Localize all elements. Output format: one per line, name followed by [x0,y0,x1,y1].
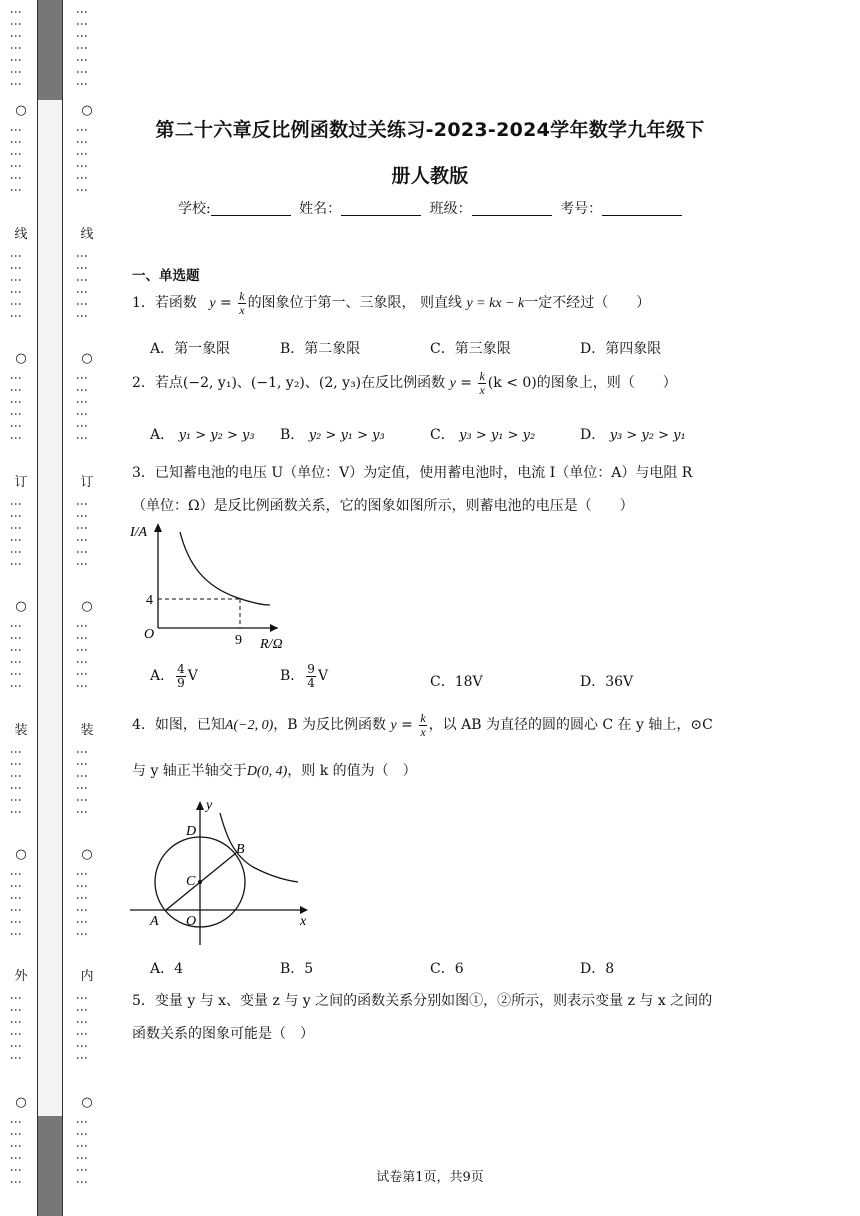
q3-y-tick: 4 [146,593,153,608]
q2-condition: (k < 0) [487,375,537,392]
circle-mark: ○ [15,847,27,862]
binding-label-zhuang: 装 [14,723,28,738]
q1-prefix: 1．若函数 [132,295,197,312]
q4-label-c: C [186,874,196,889]
binding-margin-inner [76,0,98,1216]
binding-label-nei: 内 [80,969,94,984]
dotted-line: ⋮ ⋮ ⋮ ⋮ ⋮ ⋮ [9,250,23,322]
q1-option-a[interactable]: A．第一象限 [150,341,231,357]
dotted-line: ⋮ ⋮ ⋮ ⋮ ⋮ ⋮ [75,992,89,1064]
class-field[interactable] [472,201,552,216]
q2-option-c[interactable]: C． y₃ > y₁ > y₂ [430,427,536,443]
dotted-line: ⋮ ⋮ ⋮ ⋮ ⋮ ⋮ [9,498,23,570]
question-1: 1．若函数 y = $\frac{k}{x}$ 的图象位于第一、三象限， 则直线 y = kx − k一定不经过（ ） [132,289,651,317]
page-footer: 试卷第1页，共9页 [376,1170,484,1185]
q2-option-d[interactable]: D． y₃ > y₂ > y₁ [580,427,686,443]
dotted-line: ⋮ ⋮ ⋮ ⋮ ⋮ ⋮ [9,372,23,444]
q1-fraction: $\frac{k}{x}$ [239,289,245,317]
circle-mark: ○ [81,351,93,366]
q4-option-c[interactable]: C．6 [430,961,464,977]
class-label: 班级： [429,201,472,217]
q2-mid: 在反比例函数 [361,375,446,392]
q4-label-d: D [186,824,197,839]
q4-label-x: x [300,914,307,929]
dotted-line: ⋮ ⋮ ⋮ ⋮ ⋮ ⋮ [9,746,23,818]
dotted-line: ⋮ ⋮ ⋮ ⋮ ⋮ ⋮ ⋮ [9,6,23,90]
student-info-row [178,198,686,218]
q4-label-b: B [236,842,245,857]
question-4-line1: 4．如图，已知A(−2, 0)，B 为反比例函数 y = $\frac{k}{x}$ ，以 AB 为直径的圆的圆心 C 在 y 轴上，⊙C [132,711,713,739]
q3-origin: O [144,627,155,642]
binding-margin-outer [10,0,32,1216]
section-heading: 一、单选题 [132,268,200,284]
q4-option-a[interactable]: A．4 [150,961,184,977]
binding-label-xian: 线 [14,227,28,242]
q3-option-b[interactable]: B． $\frac{9}{4}$ V [280,662,329,690]
q4-center-dot [198,880,202,884]
circle-mark: ○ [81,599,93,614]
q3-option-d[interactable]: D．36V [580,674,634,690]
circle-mark: ○ [15,1095,27,1110]
dotted-line: ⋮ ⋮ ⋮ ⋮ ⋮ ⋮ [75,498,89,570]
q1-option-d[interactable]: D．第四象限 [580,341,662,357]
q3-y-arrow-icon [154,523,162,532]
dotted-line: ⋮ ⋮ ⋮ ⋮ ⋮ ⋮ [75,124,89,196]
circle-mark: ○ [15,351,27,366]
circle-mark: ○ [81,847,93,862]
q2-prefix: 2．若点 [132,375,183,392]
dotted-line: ⋮ ⋮ ⋮ ⋮ ⋮ ⋮ [75,746,89,818]
school-field[interactable] [211,201,291,216]
q3-option-c[interactable]: C．18V [430,674,483,690]
q3-xlabel: R/Ω [260,637,283,652]
q4-fraction: $\frac{k}{x}$ [420,711,426,739]
q4-point-d: D(0, 4) [246,764,288,779]
circle-mark: ○ [15,103,27,118]
name-field[interactable] [341,201,421,216]
strip-dark-top [38,0,62,100]
circle-mark: ○ [81,103,93,118]
dotted-line: ⋮ ⋮ ⋮ ⋮ ⋮ ⋮ ⋮ [75,6,89,90]
q2-points: (−2, y₁)、(−1, y₂)、(2, y₃) [182,375,362,392]
binding-label-ding: 订 [14,475,28,490]
binding-label-wai: 外 [14,969,28,984]
dotted-line: ⋮ ⋮ ⋮ ⋮ ⋮ ⋮ [75,250,89,322]
q4-point-a: A(−2, 0) [224,718,274,734]
page-title-line2: 册人教版 [391,165,469,187]
q4-x-arrow-icon [300,906,308,914]
dotted-line: ⋮ ⋮ ⋮ ⋮ ⋮ ⋮ [75,620,89,692]
q4-option-d[interactable]: D．8 [580,961,615,977]
q3-x-tick: 9 [235,633,242,648]
exam-number-label: 考号： [560,201,603,217]
dotted-line: ⋮ ⋮ ⋮ ⋮ ⋮ ⋮ [75,868,89,940]
circle-mark: ○ [81,1095,93,1110]
binding-label-xian-inner: 线 [80,227,94,242]
q1-suffix: 一定不经过（ ） [524,295,651,312]
dotted-line: ⋮ ⋮ ⋮ ⋮ ⋮ ⋮ [9,620,23,692]
dotted-line: ⋮ ⋮ ⋮ ⋮ ⋮ ⋮ [75,372,89,444]
q3-curve [180,532,270,605]
q4-y-arrow-icon [196,801,204,810]
q2-suffix: 的图象上，则（ ） [536,375,677,392]
q2-option-b[interactable]: B． y₂ > y₁ > y₃ [280,427,385,443]
question-3-line2: （单位：Ω）是反比例函数关系，它的图象如图所示，则蓄电池的电压是（ ） [132,498,634,514]
q4-label-o: O [186,914,197,929]
binding-strip [37,0,63,1216]
q1-text: 的图象位于第一、三象限， 则直线 [247,295,463,312]
q4-option-b[interactable]: B．5 [280,961,314,977]
question-4-line2: 与 y 轴正半轴交于D(0, 4)，则 k 的值为（ ） [132,763,417,779]
q1-line-expression: y = kx − k [466,296,525,312]
q4-label-a: A [150,914,159,929]
q1-option-c[interactable]: C．第三象限 [430,341,511,357]
dotted-line: ⋮ ⋮ ⋮ ⋮ ⋮ ⋮ [9,992,23,1064]
name-label: 姓名： [299,201,342,217]
q3-graph [128,518,298,658]
school-label: 学校: [178,201,211,217]
q3-option-a[interactable]: A． $\frac{4}{9}$ V [150,662,198,690]
dotted-line: ⋮ ⋮ ⋮ ⋮ ⋮ ⋮ [9,1116,23,1188]
q3-x-arrow-icon [270,624,278,632]
q3-ylabel: I/A [130,525,148,540]
dotted-line: ⋮ ⋮ ⋮ ⋮ ⋮ ⋮ [9,124,23,196]
question-5-line2: 函数关系的图象可能是（ ） [132,1026,314,1042]
question-2: 2．若点(−2, y₁)、(−1, y₂)、(2, y₃)在反比例函数 y = $\frac{k}{x}$ (k < 0)的图象上，则（ ） [132,369,677,397]
q4-label-y: y [206,798,213,813]
q2-option-a[interactable]: A． y₁ > y₂ > y₃ [150,427,255,443]
page-title: 第二十六章反比例函数过关练习-2023-2024学年数学九年级下 [155,119,705,141]
binding-label-ding-inner: 订 [80,475,94,490]
question-5-line1: 5．变量 y 与 x、变量 z 与 y 之间的函数关系分别如图①，②所示，则表示变量 z 与 x 之间的 [132,993,713,1009]
exam-number-field[interactable] [602,201,682,216]
dotted-line: ⋮ ⋮ ⋮ ⋮ ⋮ ⋮ [9,868,23,940]
q4-curve [220,813,298,882]
q2-fraction: $\frac{k}{x}$ [479,369,485,397]
binding-label-zhuang-inner: 装 [80,723,94,738]
q4-graph [128,795,318,950]
q1-option-b[interactable]: B．第二象限 [280,341,361,357]
question-3-line1: 3．已知蓄电池的电压 U（单位：V）为定值，使用蓄电池时，电流 I（单位：A）与电阻 R [132,465,693,481]
dotted-line: ⋮ ⋮ ⋮ ⋮ ⋮ ⋮ [75,1116,89,1188]
circle-mark: ○ [15,599,27,614]
